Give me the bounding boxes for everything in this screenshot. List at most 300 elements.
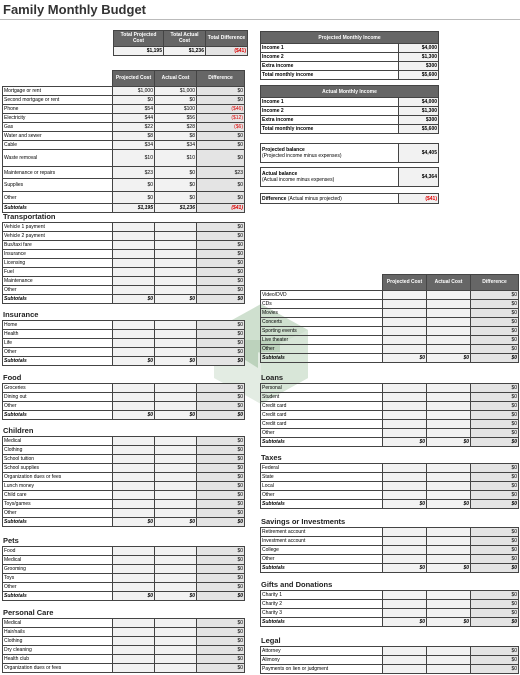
difference-cell: $0 [471, 491, 519, 500]
projected-cost-cell[interactable] [383, 482, 427, 491]
actual-cost-cell[interactable]: $34 [155, 141, 197, 150]
projected-cost-cell[interactable]: $44 [113, 114, 155, 123]
actual-cost-cell[interactable] [427, 291, 471, 300]
actual-cost-cell[interactable] [427, 384, 471, 393]
actual-cost-cell[interactable] [427, 600, 471, 609]
projected-cost-cell[interactable] [113, 330, 155, 339]
projected-cost-cell[interactable] [113, 268, 155, 277]
income-label: Extra income [261, 62, 399, 71]
projected-cost-cell[interactable] [113, 339, 155, 348]
actual-cost-cell[interactable] [427, 482, 471, 491]
projected-cost-cell[interactable]: $0 [113, 192, 155, 204]
actual-cost-cell[interactable] [155, 646, 197, 655]
actual-cost-cell[interactable] [427, 528, 471, 537]
expense-label: Medical [3, 556, 113, 565]
legal-section-title: Legal [261, 636, 281, 645]
projected-cost-cell[interactable] [383, 336, 427, 345]
difference-cell: $0 [471, 546, 519, 555]
difference-cell: $0 [471, 336, 519, 345]
actual-cost-cell[interactable] [155, 664, 197, 673]
expense-label: Concerts [261, 318, 383, 327]
projected-balance-note: (Projected income minus expenses) [262, 153, 342, 159]
taxes-table [260, 463, 519, 509]
actual-cost-cell[interactable] [155, 574, 197, 583]
table-row [3, 384, 245, 393]
actual-cost-cell[interactable] [155, 583, 197, 592]
projected-cost-cell[interactable] [113, 664, 155, 673]
actual-cost-cell[interactable] [155, 637, 197, 646]
difference-cell: $0 [197, 241, 245, 250]
subtotal-label: Subtotals [3, 592, 113, 601]
actual-cost-cell[interactable] [155, 339, 197, 348]
projected-cost-cell[interactable] [383, 393, 427, 402]
projected-cost-cell[interactable] [113, 583, 155, 592]
actual-cost-cell[interactable] [155, 491, 197, 500]
actual-cost-cell[interactable] [155, 393, 197, 402]
savings-table [260, 527, 519, 573]
expense-label: Charity 1 [261, 591, 383, 600]
actual-cost-cell[interactable] [155, 509, 197, 518]
expense-label: Toys/games [3, 500, 113, 509]
income-value[interactable]: $4,000 [399, 98, 439, 107]
actual-cost-cell[interactable] [427, 491, 471, 500]
projected-cost-cell[interactable] [113, 402, 155, 411]
difference-cell: $0 [197, 491, 245, 500]
difference-cell: $0 [197, 574, 245, 583]
actual-cost-cell[interactable] [427, 402, 471, 411]
subtotal-actual: $0 [155, 295, 197, 304]
actual-balance-label: Actual balance [262, 171, 298, 177]
actual-cost-cell[interactable]: $56 [155, 114, 197, 123]
title-divider [0, 19, 520, 20]
projected-cost-cell[interactable] [113, 619, 155, 628]
actual-cost-cell[interactable] [155, 655, 197, 664]
actual-cost-cell[interactable] [427, 309, 471, 318]
total-actual-header: Total Actual Cost [164, 31, 206, 47]
income-value[interactable]: $1,300 [399, 107, 439, 116]
projected-cost-cell[interactable] [383, 300, 427, 309]
subtotal-label: Subtotals [3, 295, 113, 304]
actual-cost-cell[interactable] [427, 420, 471, 429]
income-label: Income 2 [261, 107, 399, 116]
table-row [3, 547, 245, 556]
table-row [3, 87, 245, 96]
expense-label: Vehicle 2 payment [3, 232, 113, 241]
projected-cost-cell[interactable] [383, 420, 427, 429]
income-value[interactable]: $300 [399, 62, 439, 71]
table-row [3, 192, 245, 204]
projected-cost-cell[interactable] [113, 232, 155, 241]
actual-cost-cell[interactable] [155, 277, 197, 286]
difference-cell: $0 [197, 150, 245, 167]
projected-cost-cell[interactable]: $1,000 [113, 87, 155, 96]
difference-cell: $0 [197, 664, 245, 673]
difference-cell: $0 [197, 286, 245, 295]
expense-label: Supplies [3, 179, 113, 192]
table-row [261, 327, 519, 336]
subtotal-label: Subtotals [261, 354, 383, 363]
table-row [3, 664, 245, 673]
actual-cost-cell[interactable] [155, 473, 197, 482]
expense-label: Dining out [3, 393, 113, 402]
table-row [261, 291, 519, 300]
subtotal-projected: $0 [383, 354, 427, 363]
projected-cost-cell[interactable] [383, 665, 427, 674]
subtotal-label: Subtotals [3, 518, 113, 527]
subtotal-row [3, 518, 245, 527]
expense-label: Fuel [3, 268, 113, 277]
projected-cost-cell[interactable] [113, 500, 155, 509]
subtotal-actual: $1,236 [155, 204, 197, 213]
difference-cell: $0 [471, 555, 519, 564]
loans-section-title: Loans [261, 373, 284, 382]
table-row [261, 528, 519, 537]
actual-cost-cell[interactable] [155, 321, 197, 330]
subtotal-row [261, 500, 519, 509]
projected-cost-cell[interactable] [113, 259, 155, 268]
income-label: Extra income [261, 116, 399, 125]
expense-label: Gas [3, 123, 113, 132]
projected-cost-cell[interactable] [113, 286, 155, 295]
projected-cost-cell[interactable] [113, 464, 155, 473]
actual-cost-cell[interactable] [427, 327, 471, 336]
actual-cost-cell[interactable] [427, 429, 471, 438]
projected-cost-cell[interactable] [383, 473, 427, 482]
table-row [3, 455, 245, 464]
projected-cost-cell[interactable] [113, 455, 155, 464]
income-value[interactable]: $300 [399, 116, 439, 125]
expense-label: School tuition [3, 455, 113, 464]
entertainment-table [260, 274, 519, 363]
projected-cost-cell[interactable] [383, 491, 427, 500]
projected-cost-cell[interactable] [113, 547, 155, 556]
difference-cell: $0 [471, 528, 519, 537]
table-row [261, 318, 519, 327]
projected-cost-cell[interactable] [113, 628, 155, 637]
difference-cell: $0 [197, 509, 245, 518]
expense-label: Medical [3, 619, 113, 628]
actual-cost-cell[interactable]: $8 [155, 132, 197, 141]
difference-cell: $0 [471, 318, 519, 327]
projected-cost-cell[interactable]: $22 [113, 123, 155, 132]
actual-cost-cell[interactable]: $0 [155, 96, 197, 105]
expense-label: Other [261, 429, 383, 438]
expense-label: Other [261, 555, 383, 564]
header-spacer [261, 275, 383, 291]
expense-label: Maintenance or repairs [3, 167, 113, 179]
actual-cost-cell[interactable] [155, 556, 197, 565]
actual-cost-cell[interactable] [155, 482, 197, 491]
actual-cost-cell[interactable] [155, 565, 197, 574]
actual-cost-cell[interactable] [155, 232, 197, 241]
actual-cost-cell[interactable] [427, 555, 471, 564]
actual-cost-cell[interactable] [155, 446, 197, 455]
difference-cell: $0 [197, 250, 245, 259]
difference-cell: $0 [471, 345, 519, 354]
table-row [3, 583, 245, 592]
actual-cost-cell[interactable] [155, 241, 197, 250]
table-row [3, 250, 245, 259]
actual-cost-cell[interactable] [427, 665, 471, 674]
table-row [3, 259, 245, 268]
actual-cost-cell[interactable] [155, 455, 197, 464]
projected-cost-cell[interactable] [383, 318, 427, 327]
pets-section-title: Pets [3, 536, 19, 545]
actual-cost-header: Actual Cost [427, 275, 471, 291]
subtotal-projected: $0 [383, 618, 427, 627]
projected-cost-cell[interactable] [383, 647, 427, 656]
actual-cost-cell[interactable] [427, 647, 471, 656]
expense-label: Local [261, 482, 383, 491]
actual-cost-cell[interactable] [155, 348, 197, 357]
projected-cost-cell[interactable]: $54 [113, 105, 155, 114]
projected-cost-cell[interactable] [383, 309, 427, 318]
projected-cost-cell[interactable]: $0 [113, 179, 155, 192]
projected-cost-cell[interactable] [113, 223, 155, 232]
projected-cost-cell[interactable] [383, 384, 427, 393]
subtotal-projected: $0 [383, 564, 427, 573]
expense-label: Other [3, 348, 113, 357]
projected-cost-cell[interactable] [113, 393, 155, 402]
actual-cost-cell[interactable] [427, 345, 471, 354]
projected-cost-cell[interactable] [113, 384, 155, 393]
subtotal-difference: $0 [197, 411, 245, 420]
actual-cost-cell[interactable] [427, 300, 471, 309]
gifts-section-title: Gifts and Donations [261, 580, 333, 589]
projected-cost-cell[interactable] [113, 646, 155, 655]
difference-table [260, 193, 439, 204]
projected-cost-cell[interactable] [383, 429, 427, 438]
table-row [3, 473, 245, 482]
projected-cost-cell[interactable] [113, 556, 155, 565]
projected-income-table [260, 31, 439, 80]
projected-cost-cell[interactable] [383, 402, 427, 411]
actual-cost-cell[interactable] [427, 318, 471, 327]
difference-cell: $0 [471, 473, 519, 482]
difference-cell: $0 [197, 277, 245, 286]
actual-cost-cell[interactable] [427, 473, 471, 482]
expense-label: Retirement account [261, 528, 383, 537]
subtotal-label: Subtotals [3, 411, 113, 420]
projected-cost-cell[interactable] [113, 446, 155, 455]
projected-cost-cell[interactable] [383, 591, 427, 600]
subtotal-difference: ($41) [197, 204, 245, 213]
children-section-title: Children [3, 426, 34, 435]
actual-cost-cell[interactable] [427, 464, 471, 473]
expense-label: Health club [3, 655, 113, 664]
difference-cell: $0 [197, 556, 245, 565]
projected-cost-cell[interactable]: $34 [113, 141, 155, 150]
projected-cost-cell[interactable] [113, 565, 155, 574]
transportation-section-title: Transportation [3, 212, 56, 221]
actual-cost-cell[interactable] [155, 259, 197, 268]
actual-cost-cell[interactable]: $0 [155, 192, 197, 204]
projected-cost-cell[interactable] [113, 482, 155, 491]
pets-table [2, 546, 245, 601]
actual-cost-cell[interactable] [427, 537, 471, 546]
difference-cell: $0 [471, 537, 519, 546]
actual-cost-cell[interactable] [155, 628, 197, 637]
actual-cost-cell[interactable] [427, 336, 471, 345]
projected-cost-cell[interactable] [113, 509, 155, 518]
table-row [3, 402, 245, 411]
actual-cost-cell[interactable] [155, 619, 197, 628]
income-value[interactable]: $1,300 [399, 53, 439, 62]
difference-cell: $0 [197, 179, 245, 192]
projected-cost-cell[interactable] [383, 464, 427, 473]
difference-header: Difference [471, 275, 519, 291]
table-row [261, 345, 519, 354]
actual-cost-cell[interactable]: $0 [155, 179, 197, 192]
projected-cost-cell[interactable]: $0 [113, 96, 155, 105]
insurance-table [2, 320, 245, 366]
projected-cost-cell[interactable]: $8 [113, 132, 155, 141]
actual-cost-cell[interactable]: $0 [155, 167, 197, 179]
subtotal-actual: $0 [155, 411, 197, 420]
income-label: Income 1 [261, 98, 399, 107]
projected-cost-cell[interactable] [383, 345, 427, 354]
total-income-value: $5,600 [399, 71, 439, 80]
difference-header: Difference [197, 71, 245, 87]
actual-cost-cell[interactable] [155, 547, 197, 556]
projected-cost-cell[interactable] [383, 291, 427, 300]
actual-cost-cell[interactable] [427, 411, 471, 420]
difference-cell: $0 [197, 232, 245, 241]
actual-cost-cell[interactable] [155, 330, 197, 339]
total-income-label: Total monthly income [261, 125, 399, 134]
expense-label: Credit card [261, 402, 383, 411]
actual-cost-cell[interactable] [155, 223, 197, 232]
expense-label: Other [3, 402, 113, 411]
difference-cell: $0 [471, 411, 519, 420]
difference-cell: $0 [197, 96, 245, 105]
subtotal-row [3, 357, 245, 366]
subtotal-label: Subtotals [261, 564, 383, 573]
projected-cost-cell[interactable] [113, 321, 155, 330]
projected-cost-cell[interactable]: $10 [113, 150, 155, 167]
personal-care-section-title: Personal Care [3, 608, 54, 617]
projected-cost-cell[interactable] [383, 555, 427, 564]
actual-cost-cell[interactable] [155, 384, 197, 393]
income-value[interactable]: $4,000 [399, 44, 439, 53]
difference-cell: $0 [471, 665, 519, 674]
difference-cell: $0 [471, 300, 519, 309]
projected-cost-cell[interactable] [383, 537, 427, 546]
actual-cost-cell[interactable] [155, 250, 197, 259]
difference-cell: $0 [471, 291, 519, 300]
actual-cost-cell[interactable]: $1,000 [155, 87, 197, 96]
table-row [261, 393, 519, 402]
projected-cost-cell[interactable] [113, 473, 155, 482]
actual-cost-cell[interactable] [155, 402, 197, 411]
total-difference-value: ($41) [206, 47, 248, 56]
income-label: Income 1 [261, 44, 399, 53]
projected-cost-cell[interactable] [113, 574, 155, 583]
actual-cost-cell[interactable] [155, 437, 197, 446]
table-row [261, 411, 519, 420]
projected-cost-cell[interactable] [383, 656, 427, 665]
difference-cell: $0 [471, 609, 519, 618]
table-row [3, 437, 245, 446]
expense-label: Toys [3, 574, 113, 583]
header-spacer [3, 71, 113, 87]
projected-cost-cell[interactable] [383, 327, 427, 336]
table-row [3, 105, 245, 114]
projected-cost-cell[interactable] [113, 241, 155, 250]
housing-table [2, 70, 245, 213]
actual-cost-cell[interactable] [427, 656, 471, 665]
actual-cost-cell[interactable]: $100 [155, 105, 197, 114]
expense-label: Alimony [261, 656, 383, 665]
actual-cost-cell[interactable] [155, 268, 197, 277]
projected-cost-cell[interactable] [383, 411, 427, 420]
table-row [3, 500, 245, 509]
difference-cell: $0 [197, 393, 245, 402]
projected-cost-cell[interactable] [113, 637, 155, 646]
projected-cost-cell[interactable] [383, 528, 427, 537]
actual-balance-value: $4,364 [399, 168, 439, 187]
projected-cost-cell[interactable] [383, 600, 427, 609]
loans-table [260, 383, 519, 447]
difference-cell: $0 [197, 259, 245, 268]
difference-cell: $0 [471, 327, 519, 336]
actual-cost-cell[interactable]: $28 [155, 123, 197, 132]
subtotal-difference: $0 [197, 357, 245, 366]
projected-cost-cell[interactable] [113, 491, 155, 500]
table-row [261, 300, 519, 309]
food-table [2, 383, 245, 420]
subtotal-row [3, 592, 245, 601]
subtotal-actual: $0 [427, 564, 471, 573]
expense-label: Vehicle 1 payment [3, 223, 113, 232]
difference-cell: $0 [197, 473, 245, 482]
actual-cost-cell[interactable] [155, 286, 197, 295]
actual-cost-cell[interactable]: $10 [155, 150, 197, 167]
projected-cost-cell[interactable]: $23 [113, 167, 155, 179]
projected-cost-cell[interactable] [383, 609, 427, 618]
projected-cost-cell[interactable] [113, 250, 155, 259]
projected-balance-table [260, 143, 439, 163]
expense-label: Charity 3 [261, 609, 383, 618]
actual-income-table [260, 85, 439, 134]
children-table [2, 436, 245, 527]
actual-cost-cell[interactable] [427, 591, 471, 600]
table-row [261, 591, 519, 600]
projected-cost-cell[interactable] [383, 546, 427, 555]
projected-cost-cell[interactable] [113, 348, 155, 357]
table-row [261, 336, 519, 345]
expense-label: Payments on lien or judgment [261, 665, 383, 674]
actual-cost-cell[interactable] [427, 609, 471, 618]
projected-cost-cell[interactable] [113, 437, 155, 446]
projected-cost-cell[interactable] [113, 655, 155, 664]
table-row [3, 619, 245, 628]
actual-cost-cell[interactable] [427, 546, 471, 555]
subtotal-actual: $0 [427, 618, 471, 627]
page-title: Family Monthly Budget [3, 2, 146, 17]
difference-cell: $0 [197, 132, 245, 141]
table-row [3, 339, 245, 348]
expense-label: Medical [3, 437, 113, 446]
difference-cell: $0 [197, 437, 245, 446]
expense-label: Water and sewer [3, 132, 113, 141]
actual-cost-cell[interactable] [427, 393, 471, 402]
projected-balance-cell [261, 144, 399, 163]
actual-cost-cell[interactable] [155, 464, 197, 473]
projected-cost-cell[interactable] [113, 277, 155, 286]
expense-label: Personal [261, 384, 383, 393]
actual-cost-cell[interactable] [155, 500, 197, 509]
